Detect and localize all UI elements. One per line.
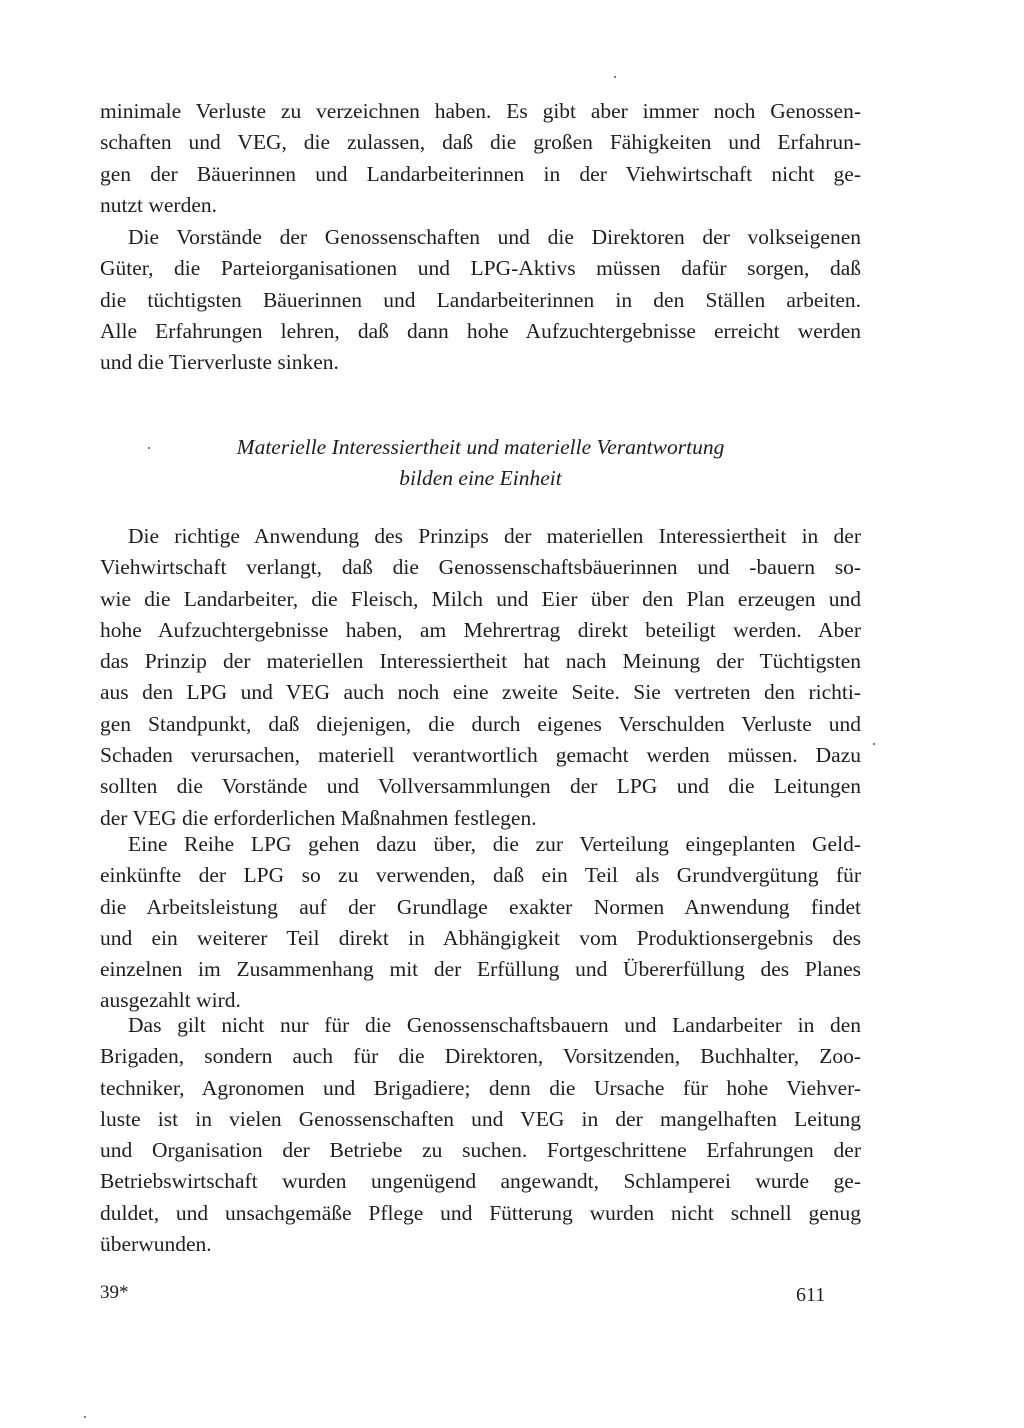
text-line: der VEG die erforderlichen Maßnahmen festlegen. [100, 805, 537, 830]
text-line: luste ist in vielen Genossenschaften und VEG in der mangelhaften Leitung [100, 1106, 861, 1131]
text-line: Das gilt nicht nur für die Genossenschaftsbauern und Landarbeiter in den [128, 1013, 861, 1037]
text-line: Die richtige Anwendung des Prinzips der materiellen Interessiertheit in der [128, 524, 861, 548]
text-line: Güter, die Parteiorganisationen und LPG-Aktivs müssen dafür sorgen, daß [100, 256, 861, 281]
scan-speck [84, 1416, 86, 1418]
text-line: duldet, und unsachgemäße Pflege und Fütterung wurden nicht schnell genug [100, 1200, 861, 1225]
text-line: und ein weiterer Teil direkt in Abhängigkeit vom Produktionsergebnis des [100, 925, 861, 950]
text-line: aus den LPG und VEG auch noch eine zweite Seite. Sie vertreten den richti- [100, 680, 861, 705]
text-line: nutzt werden. [100, 192, 218, 217]
paragraph-1 [100, 96, 861, 221]
text-line: schaften und VEG, die zulassen, daß die großen Fähigkeiten und Erfahrun- [100, 130, 861, 155]
signature-mark: 39* [100, 1282, 129, 1303]
text-line: Die Vorstände der Genossenschaften und die Direktoren der volkseigenen [128, 225, 861, 249]
section-heading-line-2: bilden eine Einheit [399, 466, 562, 490]
text-line: wie die Landarbeiter, die Fleisch, Milch und Eier über den Plan erzeugen und [100, 586, 861, 611]
text-line: hohe Aufzuchtergebnisse haben, am Mehrertrag direkt beteiligt werden. Aber [100, 617, 861, 642]
text-line: die tüchtigsten Bäuerinnen und Landarbeiterinnen in den Ställen arbeiten. [100, 287, 861, 312]
text-line: einkünfte der LPG so zu verwenden, daß ein Teil als Grundvergütung für [100, 863, 861, 888]
text-line: einzelnen im Zusammenhang mit der Erfüllung und Übererfüllung des Planes [100, 957, 861, 982]
section-heading [100, 432, 861, 494]
text-line: Brigaden, sondern auch für die Direktoren, Vorsitzenden, Buchhalter, Zoo- [100, 1044, 861, 1069]
paragraph-5 [100, 1010, 861, 1260]
text-line: Betriebswirtschaft wurden ungenügend angewandt, Schlamperei wurde ge- [100, 1169, 861, 1194]
text-line: gen der Bäuerinnen und Landarbeiterinnen in der Viehwirtschaft nicht ge- [100, 161, 861, 186]
text-line: Eine Reihe LPG gehen dazu über, die zur Verteilung eingeplanten Geld- [128, 832, 861, 856]
text-line: techniker, Agronomen und Brigadiere; denn die Ursache für hohe Viehver- [100, 1075, 861, 1100]
paragraph-2 [100, 222, 861, 378]
section-heading-line-1: Materielle Interessiertheit und materielle Verantwortung [236, 435, 725, 459]
text-line: und Organisation der Betriebe zu suchen. Fortgeschrittene Erfahrungen der [100, 1138, 861, 1163]
text-line: überwunden. [100, 1232, 212, 1257]
paragraph-3 [100, 521, 861, 834]
text-line: minimale Verluste zu verzeichnen haben. Es gibt aber immer noch Genossen- [100, 99, 861, 123]
text-line: die Arbeitsleistung auf der Grundlage exakter Normen Anwendung findet [100, 894, 861, 919]
text-line: sollten die Vorstände und Vollversammlungen der LPG und die Leitungen [100, 774, 861, 799]
paragraph-4 [100, 829, 861, 1017]
scan-speck [148, 447, 150, 449]
text-line: das Prinzip der materiellen Interessiertheit hat nach Meinung der Tüchtigsten [100, 649, 861, 674]
text-line: gen Standpunkt, daß diejenigen, die durch eigenes Verschulden Verluste und [100, 711, 861, 736]
text-line: und die Tierverluste sinken. [100, 350, 339, 375]
text-line: Schaden verursachen, materiell verantwortlich gemacht werden müssen. Dazu [100, 743, 861, 768]
text-line: ausgezahlt wird. [100, 988, 241, 1013]
page-number: 611 [796, 1284, 826, 1306]
text-line: Alle Erfahrungen lehren, daß dann hohe Aufzuchtergebnisse erreicht werden [100, 318, 861, 343]
scan-speck [873, 743, 875, 745]
text-line: Viehwirtschaft verlangt, daß die Genossenschaftsbäuerinnen und -bauern so- [100, 555, 861, 580]
scan-speck [614, 76, 616, 78]
